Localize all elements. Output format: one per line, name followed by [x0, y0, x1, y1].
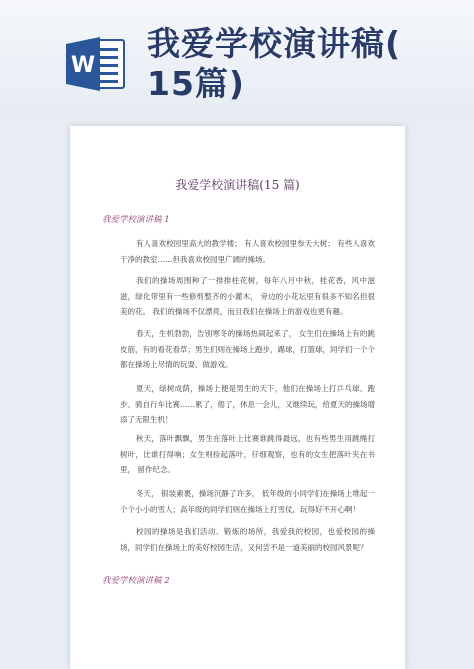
- paragraph-6: 冬天， 银装素裹，操场沉静了许多， 低年级的小同学们在操场上堆起一个个小小的雪人；高年级的同学们则在操场上打雪仗，玩得好不开心啊！: [120, 489, 375, 514]
- paragraph-1: 有人喜欢校园里高大的教学楼； 有人喜欢校园里参天大树； 有些人喜欢干净的教室……但我喜欢校园里广阔的操场。: [120, 239, 375, 264]
- document-page: [70, 126, 405, 669]
- document-title: 我爱学校演讲稿(15 篇): [175, 178, 300, 192]
- paragraph-7: 校园的操场是我们活动、锻炼的场所，我爱我的校园，也爱校园的操场，同学们在操场上的美好校园生活，又何尝不是一道美丽的校园风景呢？: [120, 527, 375, 552]
- paragraph-5: 秋天，落叶飘飘，男生在落叶上比赛谁跳得最远，也有些男生用跳绳打树叶，比谁打得响；女生则捡起落叶，仔细观察，也有的女生把落叶夹在书里， 留作纪念。: [120, 434, 375, 474]
- section-heading-1: 我爱学校演讲稿 1: [102, 215, 170, 225]
- word-document-icon: [64, 34, 128, 94]
- paragraph-4: 夏天，绿树成荫，操场上便是男生的天下，他们在操场上打乒乓球、跑步、骑自行车比赛……累了，倦了，休息一会儿，又继续玩，给夏天的操场增添了无限生机！: [120, 384, 375, 424]
- paragraph-2: 我们的操场周围种了一排排柱花树，每年八月中秋，桂花香，风中滋滋，绿化带里有一些修剪整齐的小灌木， 旁边的小花坛里有很多不知名但很美的花。 我们的操场不仅漂亮，而且我们在操场上的游戏也更有趣。: [120, 276, 375, 316]
- paragraph-3: 春天，生机勃勃，告别寒冬的操场热闹起来了， 女生们在操场上有的跳皮筋，有的看花看草；男生们则在操场上跑步，踢球，打篮球，同学们一个个都在操场上尽情的玩耍、做游戏。: [120, 329, 375, 369]
- section-heading-2: 我爱学校演讲稿 2: [102, 576, 170, 586]
- svg-text:W: W: [70, 53, 96, 78]
- page-title: 我爱学校演讲稿( 15篇): [147, 24, 402, 103]
